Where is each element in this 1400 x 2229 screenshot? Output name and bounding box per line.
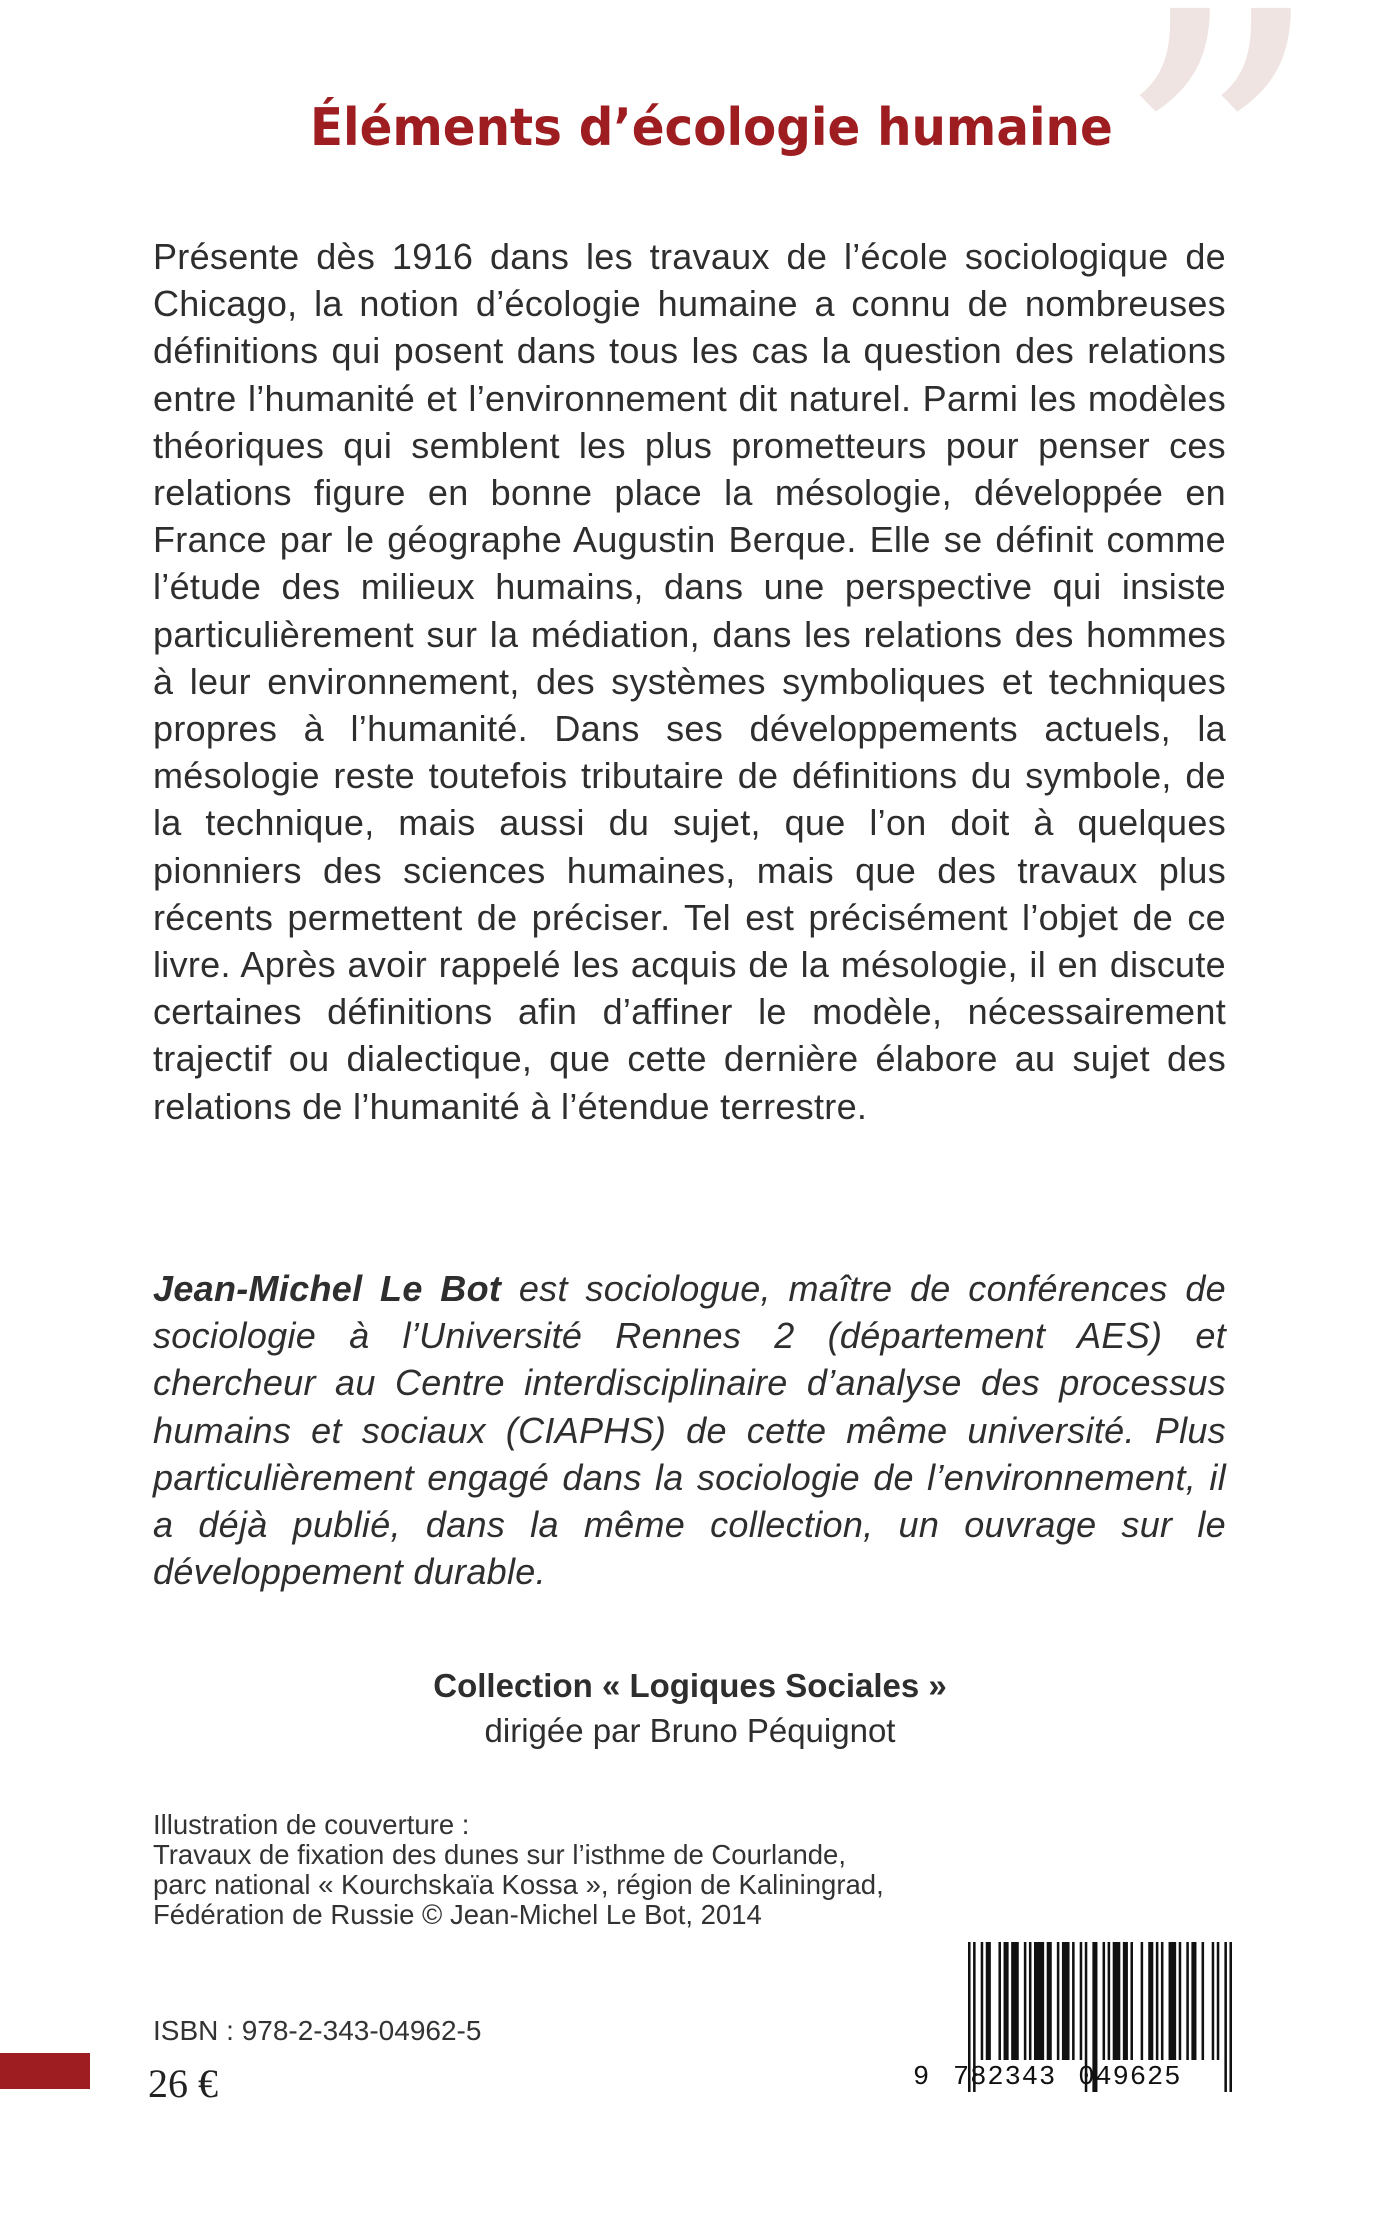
barcode-bar — [1034, 1942, 1044, 2060]
cover-illustration-credits — [153, 1810, 943, 1930]
barcode-bar — [1062, 1942, 1070, 2060]
author-bio — [153, 1265, 1226, 1595]
barcode-group-left: 782343 — [953, 2063, 1057, 2093]
barcode-bar — [1072, 1942, 1075, 2060]
credits-line: parc national « Kourchskaïa Kossa », région de Kaliningrad, — [153, 1869, 884, 1900]
barcode-bar — [1024, 1942, 1027, 2060]
book-description: Présente dès 1916 dans les travaux de l’école sociologique de Chicago, la notion d’écologie humaine a connu de nombreuses définitions qui posent dans tous les cas la question des relations entre l’humanité et l’environnement dit naturel. Parmi les modèles théoriques qui semblent les plus prometteurs pour penser ces relations figure en bonne place la mésologie, développée en France par le géographe Augustin Berque. Elle se définit comme l’étude des milieux humains, dans une perspective qui insiste particulièrement sur la médiation, dans les relations des hommes à leur environnement, des systèmes symboliques et techniques propres à l’humanité. Dans ses développements actuels, la mésologie reste toutefois tributaire de définitions du symbole, de la technique, mais aussi du sujet, que l’on doit à quelques pionniers des sciences humaines, mais que des travaux plus récents permettent de préciser. Tel est précisément l’objet de ce livre. Après avoir rappelé les acquis de la mésologie, il en discute certaines définitions afin d’affiner le modèle, nécessairement trajectif ou dialectique, que cette dernière élabore au sujet des relations de l’humanité à l’étendue terrestre. — [153, 236, 1226, 1127]
barcode-bar — [1141, 1942, 1144, 2060]
isbn: ISBN : 978-2-343-04962-5 — [153, 2015, 482, 2046]
book-title: Éléments d’écologie humaine — [310, 98, 1113, 158]
barcode-bar — [998, 1942, 1001, 2060]
credits-line: Travaux de fixation des dunes sur l’isthme de Courlande, — [153, 1839, 846, 1870]
collection-director: dirigée par Bruno Péquignot — [484, 1712, 896, 1749]
barcode-bar — [1113, 1942, 1121, 2060]
credits-line: Fédération de Russie © Jean-Michel Le Bot, 2014 — [153, 1899, 762, 1930]
barcode-bar — [1057, 1942, 1060, 2060]
barcode-bar — [1080, 1942, 1083, 2060]
barcode-bar — [1029, 1942, 1032, 2060]
barcode-first-digit: 9 — [913, 2063, 931, 2093]
decorative-quote-mark-icon: ” — [1110, 0, 1285, 414]
barcode-bar — [1103, 1942, 1106, 2060]
barcode-bar — [1047, 1942, 1052, 2060]
barcode-bar — [1004, 1942, 1009, 2060]
barcode-bar — [1123, 1942, 1128, 2060]
accent-bar — [0, 2053, 90, 2089]
barcode-bar — [1202, 1942, 1205, 2060]
collection-info — [0, 1663, 1380, 1753]
barcode-bar — [1179, 1942, 1182, 2060]
barcode-group-right: 049625 — [1078, 2063, 1182, 2093]
barcode-bar — [1161, 1942, 1164, 2060]
collection-name: Collection « Logiques Sociales » — [433, 1667, 947, 1704]
author-name: Jean-Michel Le Bot — [153, 1268, 502, 1309]
author-bio-text: est sociologue, maître de conférences de sociologie à l’Université Rennes 2 (département AES) et chercheur au Centre interdisciplinaire d’analyse des processus humains et sociaux (CIAPHS) de cette même université. Plus particulièrement engagé dans la sociologie de l’environnement, il a déjà publié, dans la même collection, un ouvrage sur le développement durable. — [153, 1268, 1226, 1593]
barcode-bar — [1169, 1942, 1177, 2060]
barcode-bar — [981, 1942, 984, 2060]
barcode-bar — [1148, 1942, 1153, 2060]
barcode-bar — [986, 1942, 991, 2060]
price: 26 € — [148, 2061, 218, 2106]
barcode-digits — [913, 2061, 1233, 2095]
barcode-bar — [1217, 1942, 1220, 2060]
barcode-bar — [1186, 1942, 1189, 2060]
barcode-bar — [1130, 1942, 1133, 2060]
barcode-bar — [1156, 1942, 1159, 2060]
barcode-bar — [1108, 1942, 1111, 2060]
credits-heading: Illustration de couverture : — [153, 1809, 470, 1840]
barcode-bar — [1212, 1942, 1215, 2060]
barcode-bar — [1191, 1942, 1196, 2060]
barcode-bar — [1011, 1942, 1019, 2060]
